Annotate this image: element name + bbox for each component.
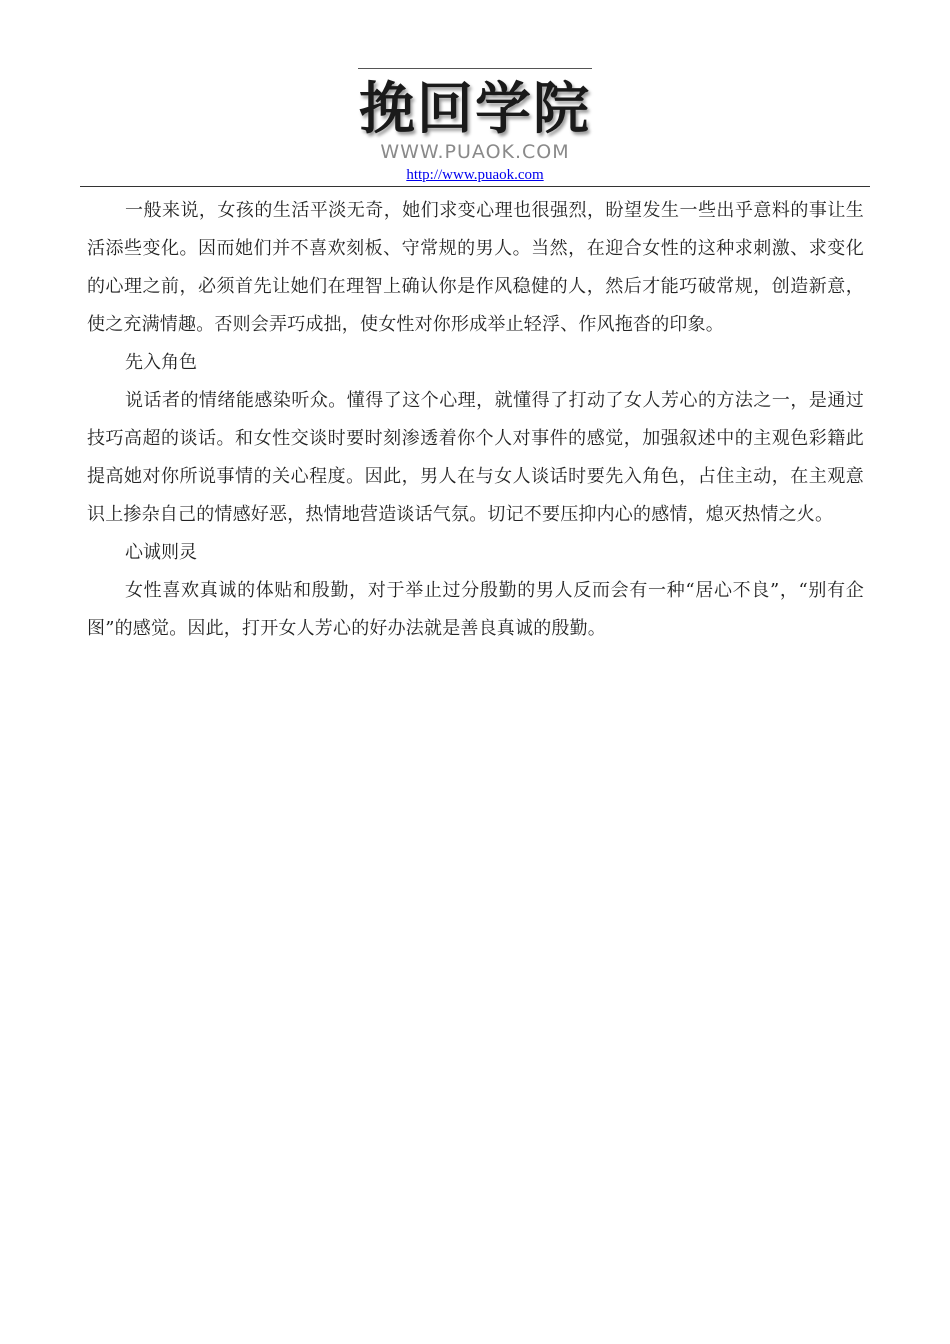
paragraph-role: 说话者的情绪能感染听众。懂得了这个心理，就懂得了打动了女人芳心的方法之一，是通过技巧高超的谈话。和女性交谈时要时刻渗透着你个人对事件的感觉，加强叙述中的主观色彩籍此提高她对你所说事情的关心程度。因此，男人在与女人谈话时要先入角色，占住主动，在主观意识上掺杂自己的情感好恶，热情地营造谈话气氛。切记不要压抑内心的感情，熄灭热情之火。 [87,390,864,525]
logo-subtitle: WWW.PUAOK.COM [380,141,570,163]
paragraph-intro: 一般来说，女孩的生活平淡无奇，她们求变心理也很强烈，盼望发生一些出乎意料的事让生活添些变化。因而她们并不喜欢刻板、守常规的男人。当然，在迎合女性的这种求刺激、求变化的心理之前，必须首先让她们在理智上确认你是作风稳健的人，然后才能巧破常规，创造新意，使之充满情趣。否则会弄巧成拙，使女性对你形成举止轻浮、作风拖沓的印象。 [87,200,864,335]
site-logo [358,78,592,166]
header-divider [80,186,870,187]
page-header [0,0,950,188]
top-divider [358,68,592,69]
article-body [87,192,864,648]
paragraph-sincerity: 女性喜欢真诚的体贴和殷勤，对于举止过分殷勤的男人反而会有一种“居心不良”，“别有企图”的感觉。因此，打开女人芳心的好办法就是善良真诚的殷勤。 [87,580,864,639]
section-heading-role: 先入角色 [125,352,197,373]
section-heading-sincerity: 心诚则灵 [125,542,197,563]
site-url-link[interactable]: http://www.puaok.com [406,167,544,183]
logo-title: 挽回学院 [359,77,591,142]
